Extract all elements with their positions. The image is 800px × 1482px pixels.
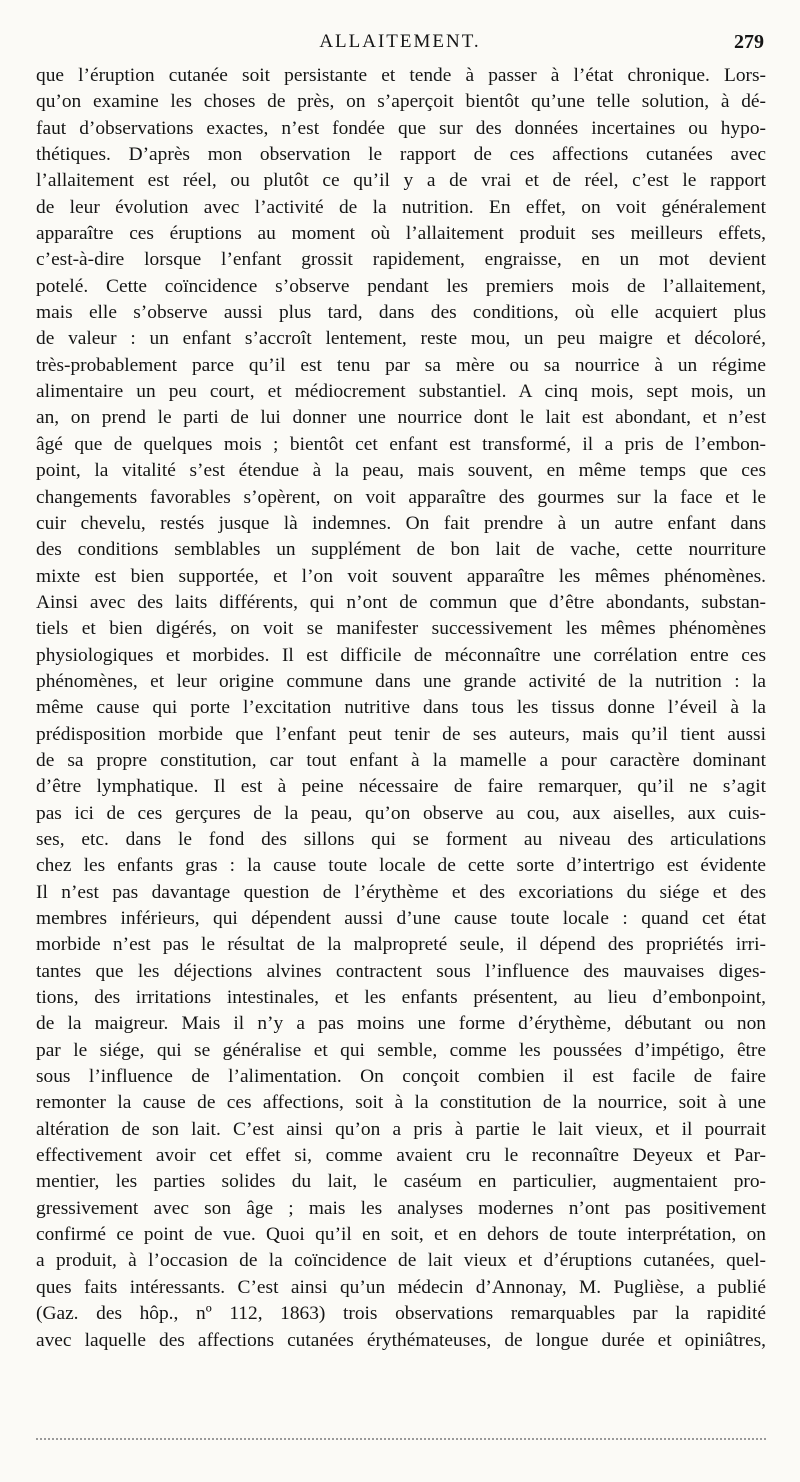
text-line: (Gaz. des hôp., nº 112, 1863) trois observations remarquables par la rapidité (36, 1303, 766, 1325)
text-line: c’est-à-dire lorsque l’enfant grossit rapidement, engraisse, en un mot devient (36, 249, 766, 271)
text-line: de la maigreur. Mais il n’y a pas moins une forme d’érythème, débutant ou non (36, 1013, 766, 1035)
text-line: an, on prend le parti de lui donner une nourrice dont le lait est abondant, et n’est (36, 407, 766, 429)
text-line: faut d’observations exactes, n’est fondée que sur des données incertaines ou hypo- (36, 117, 766, 139)
text-line: confirmé ce point de vue. Quoi qu’il en soit, et en dehors de toute interprétation, on (36, 1224, 766, 1246)
text-line: Ainsi avec des laits différents, qui n’ont de commun que d’être abondants, substan- (36, 591, 766, 613)
text-line: thétiques. D’après mon observation le rapport de ces affections cutanées avec (36, 144, 766, 166)
text-line: physiologiques et morbides. Il est difficile de méconnaître une corrélation entre ces (36, 644, 766, 666)
text-line: prédisposition morbide que l’enfant peut tenir de ses auteurs, mais qu’il tient aussi (36, 723, 766, 745)
text-line: ses, etc. dans le fond des sillons qui se forment au niveau des articulations (36, 828, 766, 850)
text-line: tantes que les déjections alvines contractent sous l’influence des mauvaises diges- (36, 960, 766, 982)
text-line: l’allaitement est réel, ou plutôt ce qu’il y a de vrai et de réel, c’est le rapport (36, 170, 766, 192)
text-line: mais elle s’observe aussi plus tard, dans des conditions, où elle acquiert plus (36, 302, 766, 324)
text-line: morbide n’est pas le résultat de la malpropreté seule, il dépend des propriétés irri- (36, 934, 766, 956)
text-line: remonter la cause de ces affections, soit à la constitution de la nourrice, soit à une (36, 1092, 766, 1114)
text-line: de sa propre constitution, car tout enfant à la mamelle a pour caractère dominant (36, 749, 766, 771)
text-line: ques faits intéressants. C’est ainsi qu’un médecin d’Annonay, M. Puglièse, a publié (36, 1276, 766, 1298)
text-line: cuir chevelu, restés jusque là indemnes. On fait prendre à un autre enfant dans (36, 512, 766, 534)
text-line: des conditions semblables un supplément de bon lait de vache, cette nourriture (36, 539, 766, 561)
text-line: gressivement avec son âge ; mais les analyses modernes n’ont pas positivement (36, 1197, 766, 1219)
running-head (0, 28, 800, 58)
text-line: alimentaire un peu court, et médiocrement substantiel. A cinq mois, sept mois, un (36, 381, 766, 403)
text-line: changements favorables s’opèrent, on voit apparaître des gourmes sur la face et le (36, 486, 766, 508)
text-line: que l’éruption cutanée soit persistante et tende à passer à l’état chronique. Lors- (36, 65, 766, 86)
text-line: très-probablement parce qu’il est tenu par sa mère ou sa nourrice à un régime (36, 354, 766, 376)
text-line: sous l’influence de l’alimentation. On conçoit combien il est facile de faire (36, 1066, 766, 1088)
text-line: tiels et bien digérés, on voit se manifester successivement les mêmes phénomènes (36, 618, 766, 640)
text-line: altération de son lait. C’est ainsi qu’on a pris à partie le lait vieux, et il pourrait (36, 1118, 766, 1140)
footer-rule (36, 1438, 766, 1440)
running-title: ALLAITEMENT. (319, 31, 481, 52)
text-line: par le siége, qui se généralise et qui semble, comme les poussées d’impétigo, être (36, 1039, 766, 1061)
text-line: effectivement avoir cet effet si, comme avaient cru le reconnaître Deyeux et Par- (36, 1145, 766, 1167)
text-line: membres inférieurs, qui dépendent aussi d’une cause toute locale : quand cet état (36, 908, 766, 929)
text-line: Il n’est pas davantage question de l’érythème et des excoriations du siége et des (36, 881, 766, 903)
text-line: même cause qui porte l’excitation nutritive dans tous les tissus donne l’éveil à la (36, 697, 766, 719)
body-text (36, 63, 766, 1354)
text-line: point, la vitalité s’est étendue à la peau, mais souvent, en même temps que ces (36, 460, 766, 482)
text-line: potelé. Cette coïncidence s’observe pendant les premiers mois de l’allaitement, (36, 275, 766, 297)
page-number: 279 (734, 31, 764, 53)
text-line: a produit, à l’occasion de la coïncidence de lait vieux et d’éruptions cutanées, quel- (36, 1250, 766, 1272)
text-line: âgé que de quelques mois ; bientôt cet enfant est transformé, il a pris de l’embon- (36, 433, 766, 455)
text-line: phénomènes, et leur origine commune dans une grande activité de la nutrition : la (36, 670, 766, 692)
text-line: apparaître ces éruptions au moment où l’allaitement produit ses meilleurs effets, (36, 223, 766, 245)
text-line: mentier, les parties solides du lait, le caséum en particulier, augmentaient pro- (36, 1171, 766, 1193)
text-line: pas ici de ces gerçures de la peau, qu’on observe au cou, aux aiselles, aux cuis- (36, 802, 766, 824)
text-line: de leur évolution avec l’activité de la nutrition. En effet, on voit généralement (36, 196, 766, 218)
text-line: tions, des irritations intestinales, et les enfants présentent, au lieu d’embonpoint, (36, 987, 766, 1009)
text-line: avec laquelle des affections cutanées érythémateuses, de longue durée et opiniâtres, (36, 1329, 766, 1351)
text-line: chez les enfants gras : la cause toute locale de cette sorte d’intertrigo est évidente (36, 855, 766, 877)
text-line: d’être lymphatique. Il est à peine nécessaire de faire remarquer, qu’il ne s’agit (36, 776, 766, 798)
text-line: mixte est bien supportée, et l’on voit souvent apparaître les mêmes phénomènes. (36, 565, 766, 587)
text-line: qu’on examine les choses de près, on s’aperçoit bientôt qu’une telle solution, à dé- (36, 91, 766, 113)
text-line: de valeur : un enfant s’accroît lentement, reste mou, un peu maigre et décoloré, (36, 328, 766, 350)
